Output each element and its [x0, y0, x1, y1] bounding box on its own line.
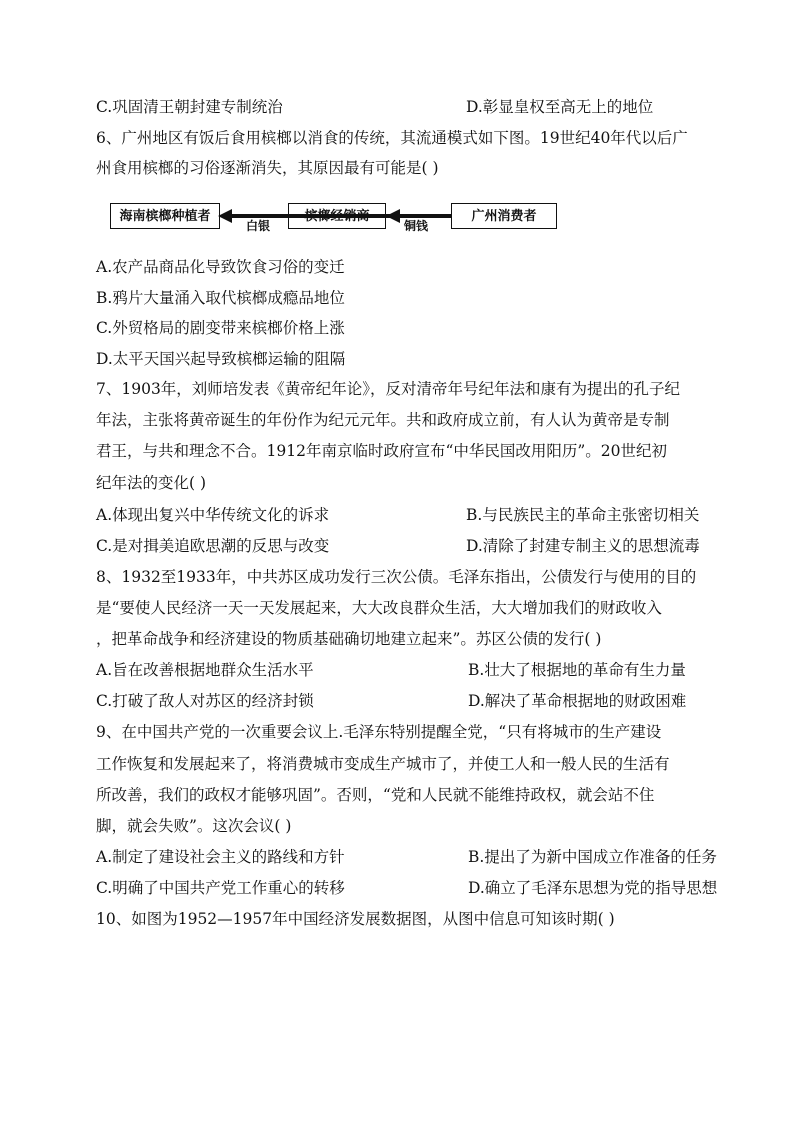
- flow-label-silver: 白银: [246, 219, 271, 233]
- q6-option-d[interactable]: D.太平天国兴起导致槟榔运输的阻隔: [96, 350, 346, 368]
- q8-options-row2: [96, 691, 706, 711]
- q7-stem-line3: 君王，与共和理念不合。1912年南京临时政府宣布“中华民国改用阳历”。20世纪初: [96, 442, 668, 460]
- flow-box-dealer: 槟榔经销商: [288, 203, 386, 229]
- q6-stem-line1: 6、广州地区有饭后食用槟榔以消食的传统，其流通模式如下图。19世纪40年代以后广: [96, 129, 688, 147]
- q10-stem-line1: 10、如图为1952—1957年中国经济发展数据图，从图中信息可知该时期( ): [96, 910, 615, 928]
- q8-options-row1: [96, 660, 706, 680]
- q9-option-d[interactable]: D.确立了毛泽东思想为党的指导思想: [468, 879, 718, 897]
- q5-option-d[interactable]: D.彰显皇权至高无上的地位: [466, 98, 654, 116]
- q7-stem-line2: 年法，主张将黄帝诞生的年份作为纪元元年。共和政府成立前，有人认为黄帝是专制: [96, 411, 670, 429]
- q8-option-a[interactable]: A.旨在改善根据地群众生活水平: [96, 661, 314, 679]
- q7-stem-line1: 7、1903年，刘师培发表《黄帝纪年论》，反对清帝年号纪年法和康有为提出的孔子纪: [96, 380, 681, 398]
- q9-stem-line4: 脚，就会失败”。这次会议( ): [96, 817, 292, 835]
- q8-stem-line2: 是“要使人民经济一天一天发展起来，大大改良群众生活，大大增加我们的财政收入: [96, 599, 662, 617]
- q5-option-c[interactable]: C.巩固清王朝封建专制统治: [96, 98, 283, 116]
- q9-options-row1: [96, 847, 717, 867]
- q7-option-c[interactable]: C.是对揖美追欧思潮的反思与改变: [96, 537, 330, 555]
- q6-option-b[interactable]: B.鸦片大量涌入取代槟榔成瘾品地位: [96, 289, 345, 307]
- q9-stem-line1: 9、在中国共产党的一次重要会议上.毛泽东特别提醒全党，“只有将城市的生产建设: [96, 723, 662, 741]
- q7-options-row2: [96, 536, 706, 556]
- flow-label-copper: 铜钱: [404, 219, 429, 233]
- q9-option-c[interactable]: C.明确了中国共产党工作重心的转移: [96, 879, 345, 897]
- q9-option-a[interactable]: A.制定了建设社会主义的路线和方针: [96, 848, 345, 866]
- q6-option-c[interactable]: C.外贸格局的剧变带来槟榔价格上涨: [96, 319, 345, 337]
- q5-options-row: [96, 97, 706, 117]
- q7-option-d[interactable]: D.清除了封建专制主义的思想流毒: [466, 537, 700, 555]
- q7-stem-line4: 纪年法的变化( ): [96, 474, 207, 492]
- q9-options-row2: [96, 878, 718, 898]
- q6-flow-diagram: [110, 199, 560, 235]
- q7-option-a[interactable]: A.体现出复兴中华传统文化的诉求: [96, 506, 330, 524]
- q6-option-a[interactable]: A.农产品商品化导致饮食习俗的变迁: [96, 258, 345, 276]
- q8-stem-line1: 8、1932至1933年，中共苏区成功发行三次公债。毛泽东指出，公债发行与使用的目的: [96, 568, 697, 586]
- q7-options-row1: [96, 505, 706, 525]
- q8-option-d[interactable]: D.解决了革命根据地的财政困难: [468, 692, 687, 710]
- q6-stem-line2: 州食用槟榔的习俗逐渐消失，其原因最有可能是( ): [96, 159, 439, 177]
- flow-box-grower: 海南槟榔种植者: [110, 203, 220, 229]
- q8-option-c[interactable]: C.打破了敌人对苏区的经济封锁: [96, 692, 314, 710]
- q8-option-b[interactable]: B.壮大了根据地的革命有生力量: [468, 661, 686, 679]
- flow-box-consumer: 广州消费者: [451, 203, 557, 229]
- q8-stem-line3: ，把革命战争和经济建设的物质基础确切地建立起来”。苏区公债的发行( ): [96, 630, 602, 648]
- q9-stem-line3: 所改善，我们的政权才能够巩固”。否则，“党和人民就不能维持政权，就会站不住: [96, 786, 655, 804]
- q9-option-b[interactable]: B.提出了为新中国成立作准备的任务: [468, 848, 717, 866]
- q7-option-b[interactable]: B.与民族民主的革命主张密切相关: [466, 506, 700, 524]
- q9-stem-line2: 工作恢复和发展起来了，将消费城市变成生产城市了，并使工人和一般人民的生活有: [96, 755, 670, 773]
